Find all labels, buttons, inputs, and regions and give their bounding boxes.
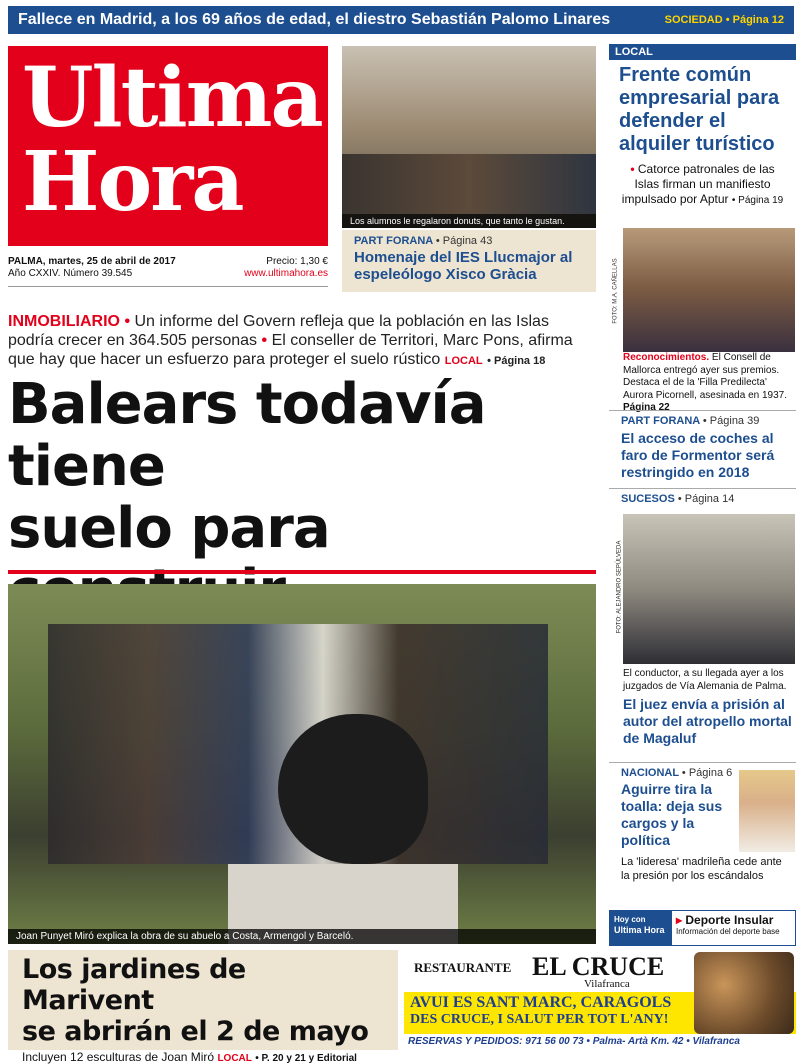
- deporte-insular-promo[interactable]: Hoy con Ultima Hora ▸ Deporte Insular Información del deporte base: [609, 910, 796, 946]
- ad-name: EL CRUCE: [532, 952, 665, 981]
- masthead-date: PALMA, martes, 25 de abril de 2017: [8, 256, 176, 267]
- part-forana-story[interactable]: [342, 230, 596, 292]
- photo-credit-1: FOTO: M.A. CAÑELLAS: [612, 258, 619, 324]
- suc-page: • Página 14: [677, 493, 735, 505]
- pf-right-story[interactable]: [609, 410, 796, 485]
- lead-text-2: El conseller de Territori, Marc Pons, afirma que hay que hacer un esfuerzo para proteger el suelo rústico: [8, 332, 573, 368]
- recon-text: El Consell de Mallorca entregó ayer sus premios. Destaca el de la 'Filla Predilecta' Aurora Picornell, asesinada en 1937.: [623, 352, 787, 401]
- newspaper-logo[interactable]: [8, 46, 328, 246]
- masthead-url[interactable]: www.ultimahora.es: [244, 268, 328, 279]
- masthead-price: Precio: 1,30 €: [266, 256, 328, 267]
- promo-small: Hoy con: [614, 915, 646, 924]
- bottom-page: • P. 20 y 21 y Editorial: [255, 1053, 357, 1064]
- main-photo-credit: [0, 841, 2, 914]
- bottom-section: LOCAL: [217, 1053, 252, 1064]
- top-story-photo[interactable]: [342, 46, 596, 228]
- sucesos-photo[interactable]: [616, 514, 795, 664]
- photo-people-shape: [342, 154, 596, 214]
- logo-line-1: Ultima: [22, 50, 322, 146]
- suc-headline: El juez envía a prisión al autor del atropello mortal de Magaluf: [623, 696, 792, 746]
- lead-text-1: Un informe del Govern refleja que la población en las Islas podría crecer en 364.505 personas: [8, 313, 549, 349]
- promo-brand: Ultima Hora: [614, 925, 665, 935]
- pf-top-headline: Homenaje del IES Llucmajor al espeleólogo Xisco Gràcia: [354, 249, 573, 283]
- lead-paragraph: INMOBILIARIO • Un informe del Govern refleja que la población en las Islas podría crecer en 364.505 personas • El conseller de Territori, Marc Pons, afirma que hay que hacer un esfuerzo para proteger el suelo rústico LOCAL • Página 18: [8, 313, 573, 368]
- ad-line-1: AVUI ES SANT MARC, CARAGOLS: [410, 994, 672, 1011]
- suc-caption: El conductor, a su llegada ayer a los juzgados de Vía Alemania de Palma.: [623, 668, 787, 692]
- aguirre-photo[interactable]: [739, 770, 795, 852]
- right-local-page: • Página 19: [731, 195, 784, 206]
- snails-plate-shape: [694, 952, 794, 1034]
- nac-section: NACIONAL: [621, 767, 679, 779]
- right-local-story[interactable]: Frente común empresarial para defender el alquiler turístico • Catorce patronales de las Islas firman un manifiesto impulsado por Aptur • Página 19: [609, 60, 796, 212]
- lead-page: • Página 18: [487, 355, 546, 367]
- right-column: [609, 44, 796, 936]
- nac-text: La 'lideresa' madrileña cede ante la presión por los escándalos: [621, 856, 782, 882]
- bottom-headline-2: se abrirán el 2 de mayo: [22, 1016, 369, 1047]
- lead-kicker: INMOBILIARIO: [8, 313, 120, 330]
- main-headline-line-2: suelo para: [8, 496, 330, 561]
- pf-right-headline: El acceso de coches al faro de Formentor será restringido en 2018: [621, 430, 775, 480]
- recon-page: Página 22: [623, 402, 670, 413]
- nac-headline: Aguirre tira la toalla: deja sus cargos y la política: [621, 781, 723, 848]
- recon-kicker: Reconocimientos.: [623, 352, 710, 363]
- logo-line-2: Hora: [22, 134, 243, 230]
- main-photo-caption: Joan Punyet Miró explica la obra de su abuelo a Costa, Armengol y Barceló.: [8, 929, 596, 944]
- reconocimientos-text: [623, 352, 795, 415]
- restaurant-ad[interactable]: [404, 950, 796, 1050]
- suc-section: SUCESOS: [621, 493, 675, 505]
- pf-right-section: PART FORANA: [621, 415, 700, 427]
- lead-section: LOCAL: [444, 355, 483, 367]
- pf-top-page: • Página 43: [435, 235, 493, 247]
- top-banner[interactable]: [8, 6, 794, 34]
- reconocimientos-photo[interactable]: [612, 228, 795, 352]
- ad-footer: RESERVAS Y PEDIDOS: 971 56 00 73 • Palma- Artà Km. 42 • Vilafranca: [408, 1036, 740, 1047]
- masthead-info: [8, 256, 328, 287]
- right-local-text: Catorce patronales de las Islas firman un manifiesto impulsado por Aptur: [621, 162, 775, 206]
- pf-top-section: PART FORANA: [354, 235, 433, 247]
- headline-divider: [8, 570, 596, 574]
- top-banner-title: Fallece en Madrid, a los 69 años de edad, el diestro Sebastián Palomo Linares: [18, 11, 611, 28]
- masthead-issue: Año CXXIV. Número 39.545: [8, 268, 133, 279]
- bottom-headline-1: Los jardines de Marivent: [22, 954, 246, 1016]
- nac-page: • Página 6: [681, 767, 733, 779]
- top-banner-section: SOCIEDAD • Página 12: [664, 14, 784, 26]
- photo-credit-2: FOTO: ALEJANDRO SEPÚLVEDA: [616, 540, 623, 634]
- promo-sub: Información del deporte base: [676, 927, 780, 936]
- promo-title: Deporte Insular: [685, 913, 774, 927]
- sucesos-story[interactable]: [609, 488, 796, 509]
- right-local-headline: Frente común empresarial para defender el alquiler turístico: [619, 64, 780, 155]
- top-photo-caption: Los alumnos le regalaron donuts, que tanto le gustan.: [342, 214, 596, 228]
- main-story-photo[interactable]: [8, 584, 596, 944]
- right-local-label: LOCAL: [609, 44, 796, 60]
- ad-line-2: DES CRUCE, I SALUT PER TOT L'ANY!: [410, 1012, 669, 1027]
- bottom-story[interactable]: [8, 950, 398, 1064]
- main-headline-line-1: Balears todavía tiene: [8, 372, 486, 499]
- sculpture-shape: [278, 714, 428, 864]
- ad-town: Vilafranca: [584, 978, 630, 990]
- ad-restaurant: RESTAURANTE: [414, 960, 512, 975]
- bottom-sub: Incluyen 12 esculturas de Joan Miró: [22, 1050, 215, 1064]
- pf-right-page: • Página 39: [702, 415, 760, 427]
